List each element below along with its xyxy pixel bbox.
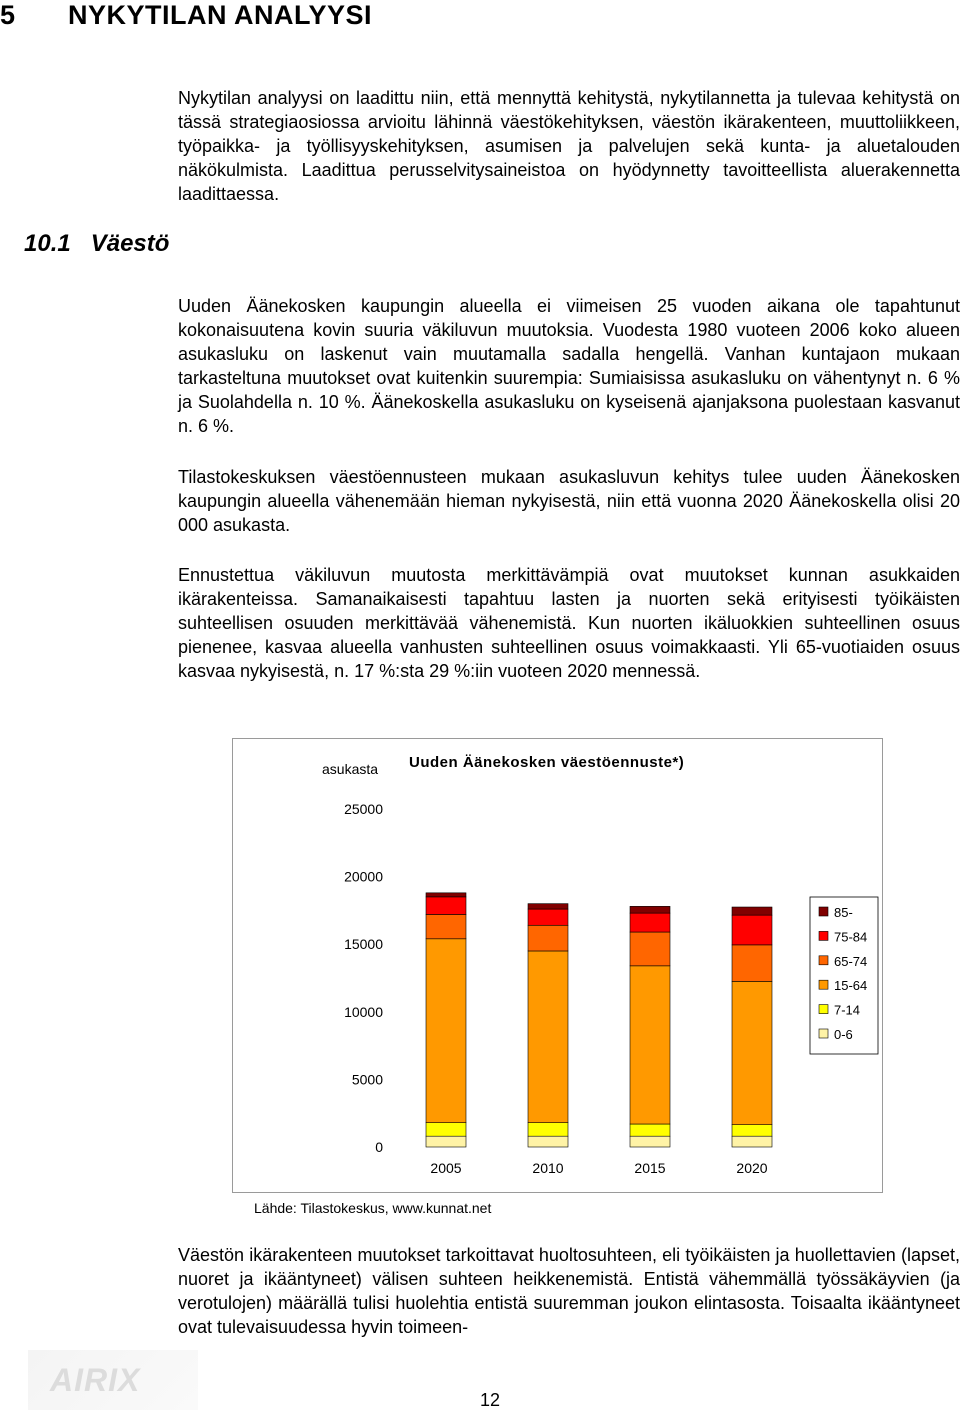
y-tick-label: 0 — [375, 1139, 383, 1155]
legend-swatch-65-74 — [819, 956, 828, 965]
bar-segment-85--2015 — [630, 906, 670, 913]
chart-source: Lähde: Tilastokeskus, www.kunnat.net — [254, 1200, 492, 1216]
airix-logo — [28, 1350, 198, 1410]
legend-swatch-15-64 — [819, 980, 828, 989]
legend-swatch-7-14 — [819, 1005, 828, 1014]
paragraph-population-change: Uuden Äänekosken kaupungin alueella ei viimeisen 25 vuoden aikana ole tapahtunut kokonaisuutena kovin suuria väkiluvun muutoksia. Vuodesta 1980 vuoteen 2006 koko alueen asukasluku on laskenut vain muutamalla sadalla hengellä. Vanhan kuntajaon mukaan tarkasteltuna muutokset ovat kuitenkin suurempia: Sumiaisissa asukasluku on vähentynyt n. 6 % ja Suolahdella n. 10 %. Äänekoskella asukasluku on kyseisenä ajanjaksona puolestaan kasvanut n. 6 %. — [178, 296, 960, 436]
y-tick-label: 15000 — [344, 936, 383, 953]
chapter-heading — [0, 0, 960, 32]
bar-segment-65-74-2015 — [630, 932, 670, 966]
bar-segment-75-84-2010 — [528, 909, 568, 925]
legend-label-75-84: 75-84 — [834, 929, 868, 945]
chapter-title: NYKYTILAN ANALYYSI — [68, 0, 373, 30]
page-number: 12 — [480, 1390, 501, 1410]
bar-segment-75-84-2020 — [732, 915, 772, 945]
chart-bars — [426, 893, 772, 1147]
x-tick-label: 2015 — [634, 1160, 666, 1176]
bar-segment-85--2005 — [426, 893, 466, 897]
y-tick-label: 10000 — [344, 1003, 383, 1020]
bar-segment-0-6-2015 — [630, 1136, 670, 1147]
bar-segment-75-84-2005 — [426, 897, 466, 915]
bar-segment-65-74-2010 — [528, 925, 568, 951]
intro-paragraph: Nykytilan analyysi on laadittu niin, että mennyttä kehitystä, nykytilannetta ja tulevaa kehitystä on tässä strategiaosiossa arvioitu lähinnä väestökehityksen, väestön ikärakenteen, muuttoliikkeen, työpaikka- ja työllisyyskehityksen, asumisen ja palvelujen sekä kunta- ja aluetalouden näkökulmista. Laadittua perusselvitysaineistoa on hyödynnetty tavoitteellista aluerakennetta laadittaessa. — [178, 88, 960, 204]
bar-segment-0-6-2020 — [732, 1136, 772, 1147]
chart-title: Uuden Äänekosken väestöennuste*) — [409, 754, 685, 771]
bar-segment-65-74-2005 — [426, 914, 466, 938]
chart-canvas — [233, 739, 884, 1194]
bar-segment-15-64-2015 — [630, 966, 670, 1124]
bar-segment-0-6-2010 — [528, 1136, 568, 1147]
chart-legend — [810, 897, 878, 1054]
paragraph-age-structure: Ennustettua väkiluvun muutosta merkittävämpiä ovat muutokset kunnan asukkaiden ikärakenteissa. Samanaikaisesti tapahtuu lasten ja nuorten sekä erityisesti työikäisten suhteellisen osuuden merkittävää vähenemistä. Kun nuorten ikäluokkien suhteellinen osuus pienenee, kasvaa alueella vanhusten suhteellinen osuus voimakkaasti. Yli 65-vuotiaiden osuus kasvaa nykyisestä, n. 17 %:sta 29 %:iin vuoteen 2020 mennessä. — [178, 565, 960, 681]
legend-label-65-74: 65-74 — [834, 953, 868, 969]
bar-segment-0-6-2005 — [426, 1136, 466, 1147]
chapter-number: 5 — [0, 0, 16, 30]
chart-x-ticks — [430, 1160, 767, 1176]
chart-y-ticks — [344, 801, 383, 1155]
bar-segment-7-14-2010 — [528, 1123, 568, 1137]
bar-segment-85--2020 — [732, 907, 772, 915]
legend-swatch-85- — [819, 907, 828, 916]
y-tick-label: 25000 — [344, 801, 383, 817]
legend-label-85-: 85- — [834, 905, 853, 920]
legend-label-0-6: 0-6 — [834, 1027, 853, 1042]
bar-segment-15-64-2005 — [426, 939, 466, 1123]
bar-segment-65-74-2020 — [732, 945, 772, 982]
x-tick-label: 2010 — [532, 1160, 564, 1176]
bar-segment-7-14-2015 — [630, 1124, 670, 1136]
bar-segment-75-84-2015 — [630, 913, 670, 932]
legend-swatch-75-84 — [819, 931, 828, 940]
x-tick-label: 2005 — [430, 1160, 462, 1176]
chart-y-axis-label: asukasta — [322, 761, 379, 777]
bar-segment-85--2010 — [528, 904, 568, 909]
logo-text: AIRIX — [50, 1362, 141, 1398]
x-tick-label: 2020 — [736, 1160, 768, 1176]
y-tick-label: 5000 — [351, 1071, 383, 1088]
bar-segment-7-14-2020 — [732, 1125, 772, 1136]
bar-segment-15-64-2010 — [528, 951, 568, 1123]
paragraph-dependency-ratio: Väestön ikärakenteen muutokset tarkoittavat huoltosuhteen, eli työikäisten ja huollettavien (lapset, nuoret ja ikääntyneet) välisen suhteen heikkenemistä. Entistä vähemmällä työssäkäyvien (ja verotulojen) määrällä tulisi huolehtia entistä suuremman joukon elintasosta. Toisaalta ikääntyneet ovat tulevaisuudessa hyvin toimeen- — [178, 1245, 960, 1337]
bar-segment-7-14-2005 — [426, 1123, 466, 1137]
y-tick-label: 20000 — [344, 868, 383, 885]
bar-segment-15-64-2020 — [732, 981, 772, 1124]
section-number: 10.1 — [24, 230, 71, 257]
population-forecast-chart — [232, 738, 883, 1193]
section-heading — [24, 230, 169, 258]
legend-swatch-0-6 — [819, 1029, 828, 1038]
legend-label-15-64: 15-64 — [834, 978, 868, 994]
paragraph-forecast: Tilastokeskuksen väestöennusteen mukaan asukasluvun kehitys tulee uuden Äänekosken kaupungin alueella vähenemään hieman nykyisestä, niin että vuonna 2020 Äänekoskella olisi 20 000 asukasta. — [178, 467, 960, 535]
legend-label-7-14: 7-14 — [834, 1002, 861, 1018]
section-title: Väestö — [90, 230, 170, 257]
